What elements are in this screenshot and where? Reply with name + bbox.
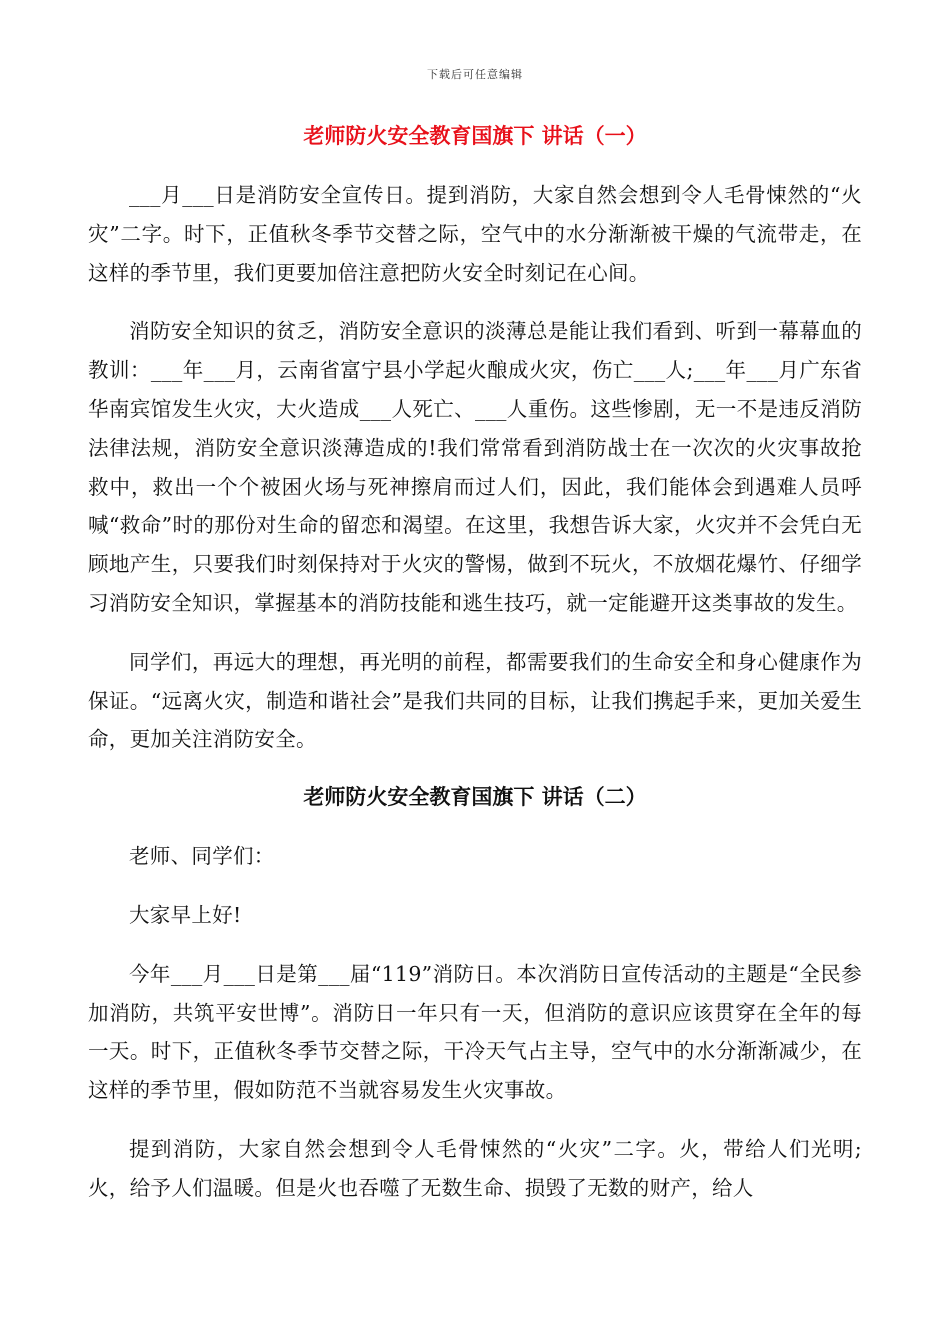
paragraph-greeting: 大家早上好!	[129, 902, 242, 927]
paragraph-2: 消防安全知识的贫乏，消防安全意识的淡薄总是能让我们看到、听到一幕幕血的教训：___年___月，云南省富宁县小学起火酿成火灾，伤亡___人;___年___月广东省华南宾馆发生火灾，大火造成___人死亡、___人重伤。这些惨剧，无一不是违反消防法律法规，消防安全意识淡薄造成的!我们常常看到消防战士在一次次的火灾事故抢救中，救出一个个被困火场与死神擦肩而过人们，因此，我们能体会到遇难人员呼喊“救命”时的那份对生命的留恋和渴望。在这里，我想告诉大家，火灾并不会凭白无顾地产生，只要我们时刻保持对于火灾的警惕，做到不玩火，不放烟花爆竹、仔细学习消防安全知识，掌握基本的消防技能和逃生技巧，就一定能避开这类事故的发生。	[88, 319, 862, 615]
paragraph-3: 同学们，再远大的理想，再光明的前程，都需要我们的生命安全和身心健康作为保证。“远离火灾，制造和谐社会”是我们共同的目标，让我们携起手来，更加关爱生命，更加关注消防安全。	[88, 649, 862, 752]
paragraph-5: 提到消防，大家自然会想到令人毛骨悚然的“火灾”二字。火，带给人们光明;火，给予人们温暖。但是火也吞噬了无数生命、损毁了无数的财产，给人	[88, 1136, 862, 1200]
header-note: 下载后可任意编辑	[427, 68, 523, 81]
section-title-1: 老师防火安全教育国旗下 讲话（一）	[303, 123, 647, 148]
section-title-2: 老师防火安全教育国旗下 讲话（二）	[303, 784, 647, 810]
paragraph-1: ___月___日是消防安全宣传日。提到消防，大家自然会想到令人毛骨悚然的“火灾”二字。时下，正值秋冬季节交替之际，空气中的水分渐渐被干燥的气流带走，在这样的季节里，我们更要加倍注意把防火安全时刻记在心间。	[88, 183, 862, 285]
document-body	[88, 118, 862, 1228]
paragraph-greeting-address: 老师、同学们：	[129, 844, 275, 869]
paragraph-4: 今年___月___日是第___届“119”消防日。本次消防日宣传活动的主题是“全民参加消防，共筑平安世博”。消防日一年只有一天，但消防的意识应该贯穿在全年的每一天。时下，正值秋冬季节交替之际，干冷天气占主导，空气中的水分渐渐减少，在这样的季节里，假如防范不当就容易发生火灾事故。	[88, 961, 862, 1103]
